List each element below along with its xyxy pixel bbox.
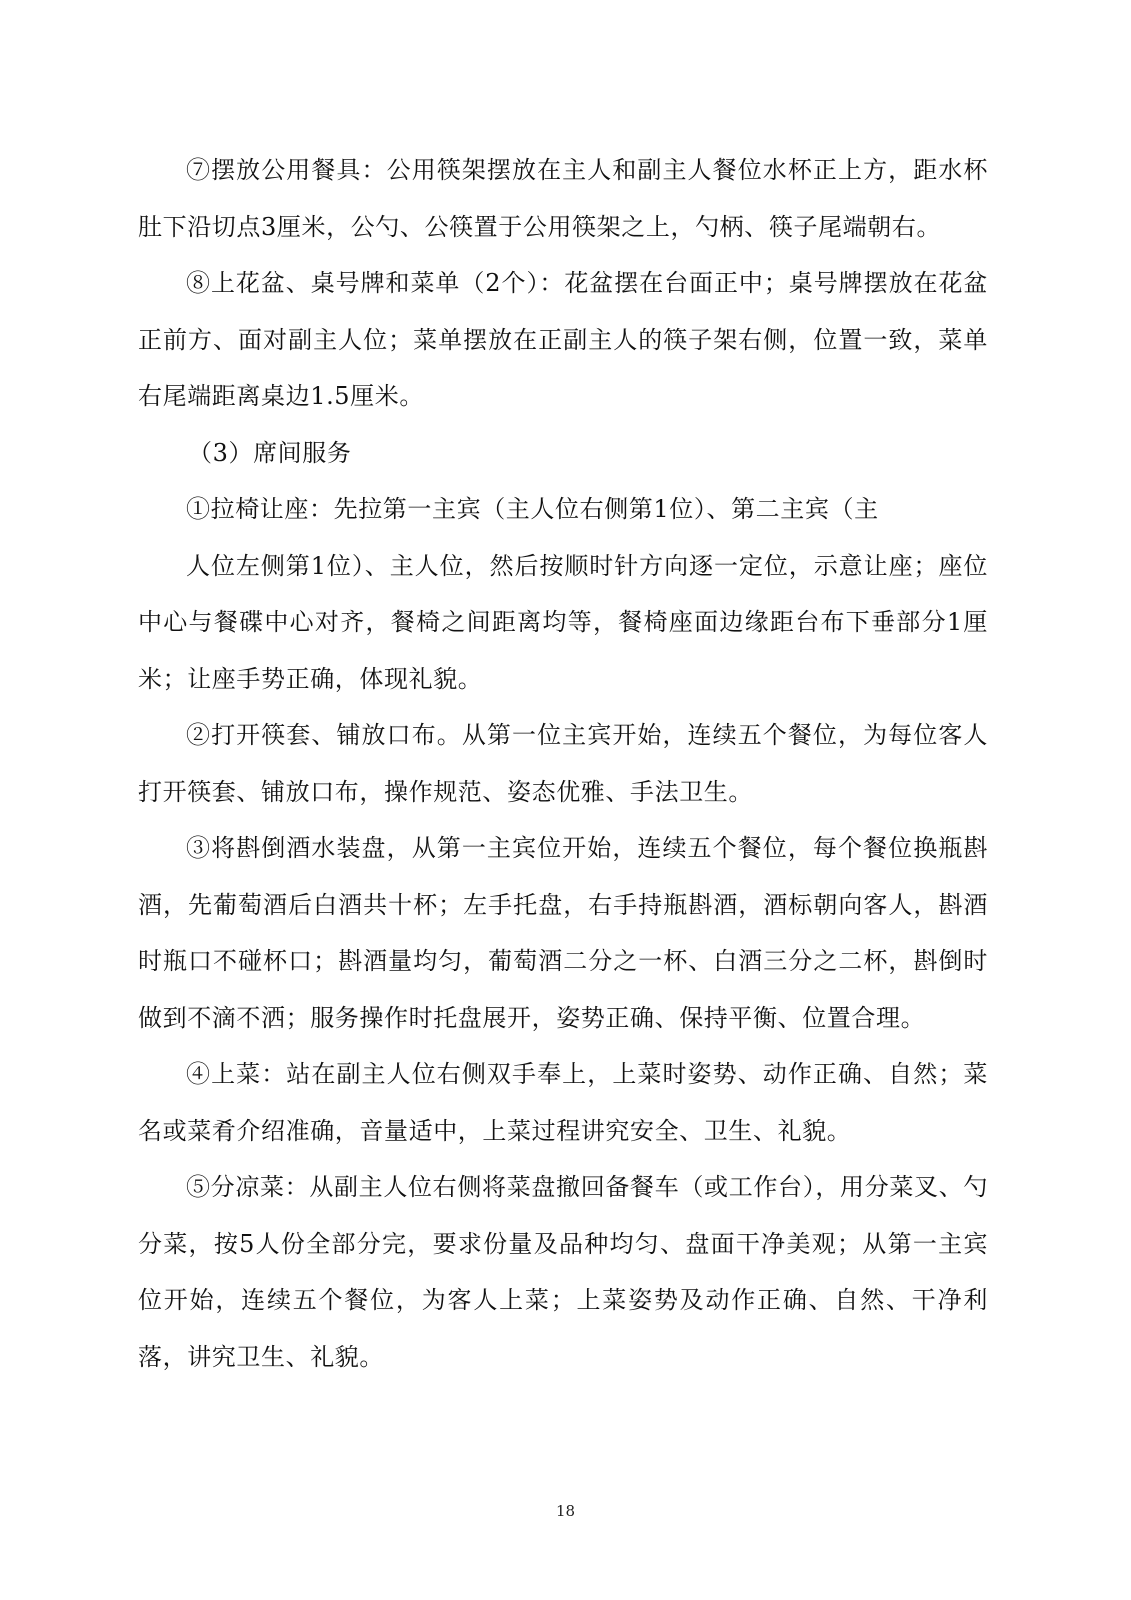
section-heading-table-service: （3）席间服务 (188, 438, 352, 467)
body-text (138, 142, 988, 1385)
paragraph-cold-dishes: ⑤分凉菜：从副主人位右侧将菜盘撤回备餐车（或工作台），用分菜叉、勺分菜，按5人份全部分完，要求份量及品种均匀、盘面干净美观；从第一主宾位开始，连续五个餐位，为客人上菜；上菜姿势及动作正确、自然、干净利落，讲究卫生、礼貌。 (138, 1173, 988, 1371)
paragraph-napkins: ②打开筷套、铺放口布。从第一位主宾开始，连续五个餐位，为每位客人打开筷套、铺放口布，操作规范、姿态优雅、手法卫生。 (138, 721, 988, 806)
paragraph-serving-dishes: ④上菜：站在副主人位右侧双手奉上，上菜时姿势、动作正确、自然；菜名或菜肴介绍准确，音量适中，上菜过程讲究安全、卫生、礼貌。 (138, 1060, 988, 1145)
paragraph-seating-first-line: ①拉椅让座：先拉第一主宾（主人位右侧第1位）、第二主宾（主 (186, 495, 879, 523)
page-number: 18 (555, 1502, 576, 1520)
paragraph-flowerpot-menu: ⑧上花盆、桌号牌和菜单（2个）：花盆摆在台面正中；桌号牌摆放在花盆正前方、面对副主人位；菜单摆放在正副主人的筷子架右侧，位置一致，菜单右尾端距离桌边1.5厘米。 (138, 269, 988, 410)
paragraph-public-utensils: ⑦摆放公用餐具：公用筷架摆放在主人和副主人餐位水杯正上方，距水杯肚下沿切点3厘米，公勺、公筷置于公用筷架之上，勺柄、筷子尾端朝右。 (138, 156, 988, 241)
paragraph-wine-service: ③将斟倒酒水装盘，从第一主宾位开始，连续五个餐位，每个餐位换瓶斟酒，先葡萄酒后白酒共十杯；左手托盘，右手持瓶斟酒，酒标朝向客人，斟酒时瓶口不碰杯口；斟酒量均匀，葡萄酒二分之一杯、白酒三分之二杯，斟倒时做到不滴不洒；服务操作时托盘展开，姿势正确、保持平衡、位置合理。 (138, 834, 988, 1032)
paragraph-seating-continued: 人位左侧第1位）、主人位，然后按顺时针方向逐一定位，示意让座；座位中心与餐碟中心对齐，餐椅之间距离均等，餐椅座面边缘距台布下垂部分1厘米；让座手势正确，体现礼貌。 (138, 551, 988, 693)
